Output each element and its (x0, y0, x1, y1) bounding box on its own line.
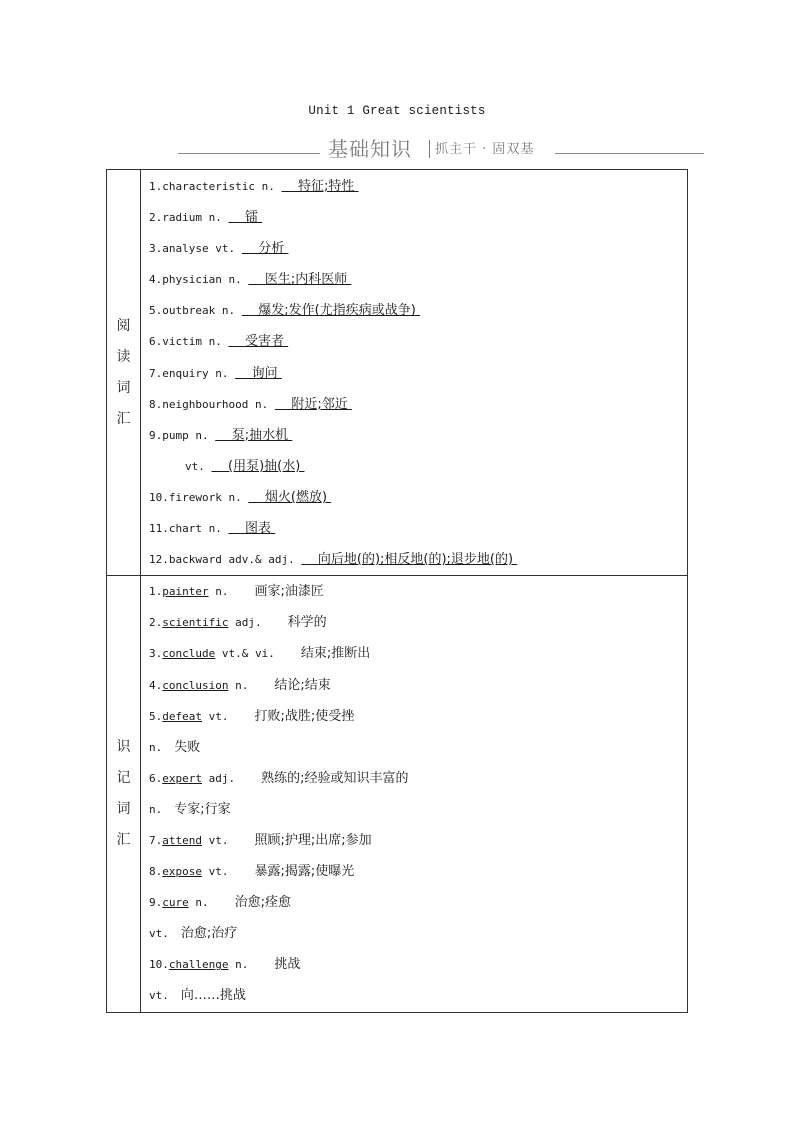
vocabulary-table (106, 169, 688, 1013)
meaning: 照顾;护理;出席;参加 (254, 832, 372, 848)
vocab-item (149, 171, 687, 202)
vocab-item (149, 638, 687, 669)
vocab-item (149, 670, 687, 701)
vocab-word: conclusion (162, 678, 229, 692)
part-of-speech: n. (261, 180, 275, 193)
category-char: 词 (116, 800, 131, 817)
answer-blank: 受害者 (228, 334, 289, 350)
part-of-speech: n. (221, 304, 236, 318)
part-of-speech: n. (235, 678, 249, 692)
answer-blank: 图表 (228, 521, 276, 537)
vocab-word: scientific (162, 616, 229, 630)
vocab-word: attend (162, 833, 202, 847)
memory-vocab-category (107, 576, 141, 1012)
vocab-item (149, 732, 687, 763)
reading-vocab-row (107, 170, 688, 576)
section-banner (178, 137, 704, 161)
vocab-item (149, 233, 687, 264)
meaning: 暴露;揭露;使曝光 (254, 864, 355, 880)
answer-blank: 泵;抽水机 (215, 427, 293, 443)
part-of-speech: n. (254, 397, 269, 411)
category-char: 阅 (116, 317, 131, 334)
vocab-word: painter (162, 585, 209, 599)
part-of-speech: vt. (149, 989, 169, 1003)
banner-separator (429, 140, 430, 158)
answer-blank: 分析 (241, 241, 289, 257)
memory-vocab-row (107, 576, 688, 1012)
vocab-word: challenge (168, 958, 229, 972)
page-title: Unit 1 Great scientists (308, 104, 486, 118)
item-number: 3. (149, 647, 163, 661)
vocab-word: 10.firework (149, 490, 222, 504)
answer-blank: 向后地(的);相反地(的);退步地(的) (301, 552, 518, 568)
vocab-word: 2.radium (149, 211, 202, 225)
part-of-speech: n. (215, 585, 229, 599)
meaning: 治愈;痊愈 (234, 895, 292, 911)
vocab-item (149, 576, 687, 607)
vocab-item (149, 825, 687, 856)
vocab-word: 5.outbreak (149, 304, 216, 318)
vocab-item (149, 295, 687, 326)
meaning: 失败 (174, 739, 201, 755)
vocab-item (149, 607, 687, 638)
part-of-speech: adj. (235, 616, 262, 630)
vocab-item (149, 949, 687, 980)
banner-divider-right (555, 153, 704, 154)
part-of-speech: n. (195, 428, 209, 442)
reading-vocab-category (107, 170, 141, 576)
answer-blank: 镭 (228, 210, 263, 226)
meaning: 向……挑战 (180, 988, 246, 1004)
part-of-speech: n. (228, 273, 242, 287)
vocab-item (149, 918, 687, 949)
meaning: 熟练的;经验或知识丰富的 (261, 770, 409, 786)
vocab-item (149, 887, 687, 918)
section-heading: 基础知识 (328, 137, 412, 161)
meaning: 画家;油漆匠 (254, 584, 324, 600)
vocab-item (149, 389, 687, 420)
answer-blank: 附近;邻近 (274, 396, 352, 412)
item-number: 1. (149, 585, 163, 599)
part-of-speech: vt.& vi. (221, 647, 275, 661)
item-number: 7. (149, 833, 163, 847)
meaning: 科学的 (287, 615, 327, 631)
vocab-item (149, 202, 687, 233)
vocab-word: 7.enquiry (149, 366, 209, 380)
item-number: 10. (149, 958, 169, 972)
item-number: 2. (149, 616, 163, 630)
category-char: 读 (116, 348, 131, 365)
part-of-speech: vt. (208, 865, 229, 879)
vocab-word: cure (162, 896, 189, 910)
vocab-word: conclude (162, 647, 216, 661)
vocab-item (149, 264, 687, 295)
vocab-word: 9.pump (149, 428, 189, 442)
category-char: 汇 (116, 410, 131, 427)
part-of-speech: n. (208, 335, 222, 349)
meaning: 专家;行家 (174, 801, 231, 817)
vocab-item (149, 420, 687, 451)
section-subheading: 抓主干 · 固双基 (435, 142, 535, 157)
part-of-speech: n. (215, 366, 229, 380)
part-of-speech: n. (149, 740, 163, 754)
vocab-word: 4.physician (149, 273, 222, 287)
part-of-speech: n. (208, 522, 222, 536)
answer-blank: 询问 (235, 365, 282, 381)
part-of-speech: vt. (185, 459, 205, 473)
answer-blank: 特征;特性 (281, 179, 359, 194)
meaning: 治愈;治疗 (180, 926, 238, 942)
answer-blank: 烟火(燃放) (248, 489, 332, 505)
item-number: 9. (149, 896, 163, 910)
vocab-item (149, 451, 687, 482)
item-number: 8. (149, 865, 163, 879)
banner-divider-left (178, 153, 320, 154)
part-of-speech: n. (235, 958, 249, 972)
part-of-speech: vt. (208, 709, 229, 723)
category-char: 记 (116, 769, 131, 786)
vocab-item (149, 980, 687, 1011)
part-of-speech: n. (149, 802, 163, 816)
part-of-speech: vt. (215, 242, 236, 256)
answer-blank: (用泵)抽(水) (211, 458, 305, 474)
item-number: 4. (149, 678, 163, 692)
vocab-item (149, 856, 687, 887)
vocab-word: 8.neighbourhood (149, 397, 249, 411)
vocab-item (149, 544, 687, 575)
memory-vocab-list (141, 576, 688, 1012)
answer-blank: 爆发;发作(尤指疾病或战争) (241, 303, 420, 319)
vocab-word: defeat (162, 709, 202, 723)
vocab-item (149, 701, 687, 732)
part-of-speech: n. (195, 896, 209, 910)
vocab-word: 11.chart (149, 522, 202, 536)
answer-blank: 医生;内科医师 (248, 272, 352, 288)
vocab-item (149, 326, 687, 357)
vocab-word: expose (162, 865, 202, 879)
vocab-word: 6.victim (149, 335, 202, 349)
part-of-speech: n. (228, 490, 242, 504)
meaning: 结束;推断出 (300, 646, 371, 662)
part-of-speech: vt. (208, 833, 229, 847)
part-of-speech: vt. (149, 927, 169, 941)
vocab-item (149, 794, 687, 825)
reading-vocab-list (141, 170, 688, 576)
category-char: 词 (116, 379, 131, 396)
vocab-word: 3.analyse (149, 242, 209, 256)
category-char: 识 (116, 738, 131, 755)
item-number: 5. (149, 709, 163, 723)
vocab-item (149, 358, 687, 389)
part-of-speech: n. (208, 211, 222, 225)
meaning: 打败;战胜;使受挫 (254, 708, 355, 724)
meaning: 挑战 (274, 957, 301, 973)
part-of-speech: adj. (208, 771, 236, 785)
vocab-item (149, 513, 687, 544)
vocab-item (149, 763, 687, 794)
vocab-item (149, 482, 687, 513)
meaning: 结论;结束 (274, 677, 331, 693)
category-char: 汇 (116, 831, 131, 848)
vocab-word: 1.characteristic (149, 180, 255, 193)
vocab-word: 12.backward (149, 553, 222, 567)
vocab-word: expert (162, 771, 202, 785)
item-number: 6. (149, 771, 163, 785)
part-of-speech: adv.& adj. (228, 553, 295, 567)
